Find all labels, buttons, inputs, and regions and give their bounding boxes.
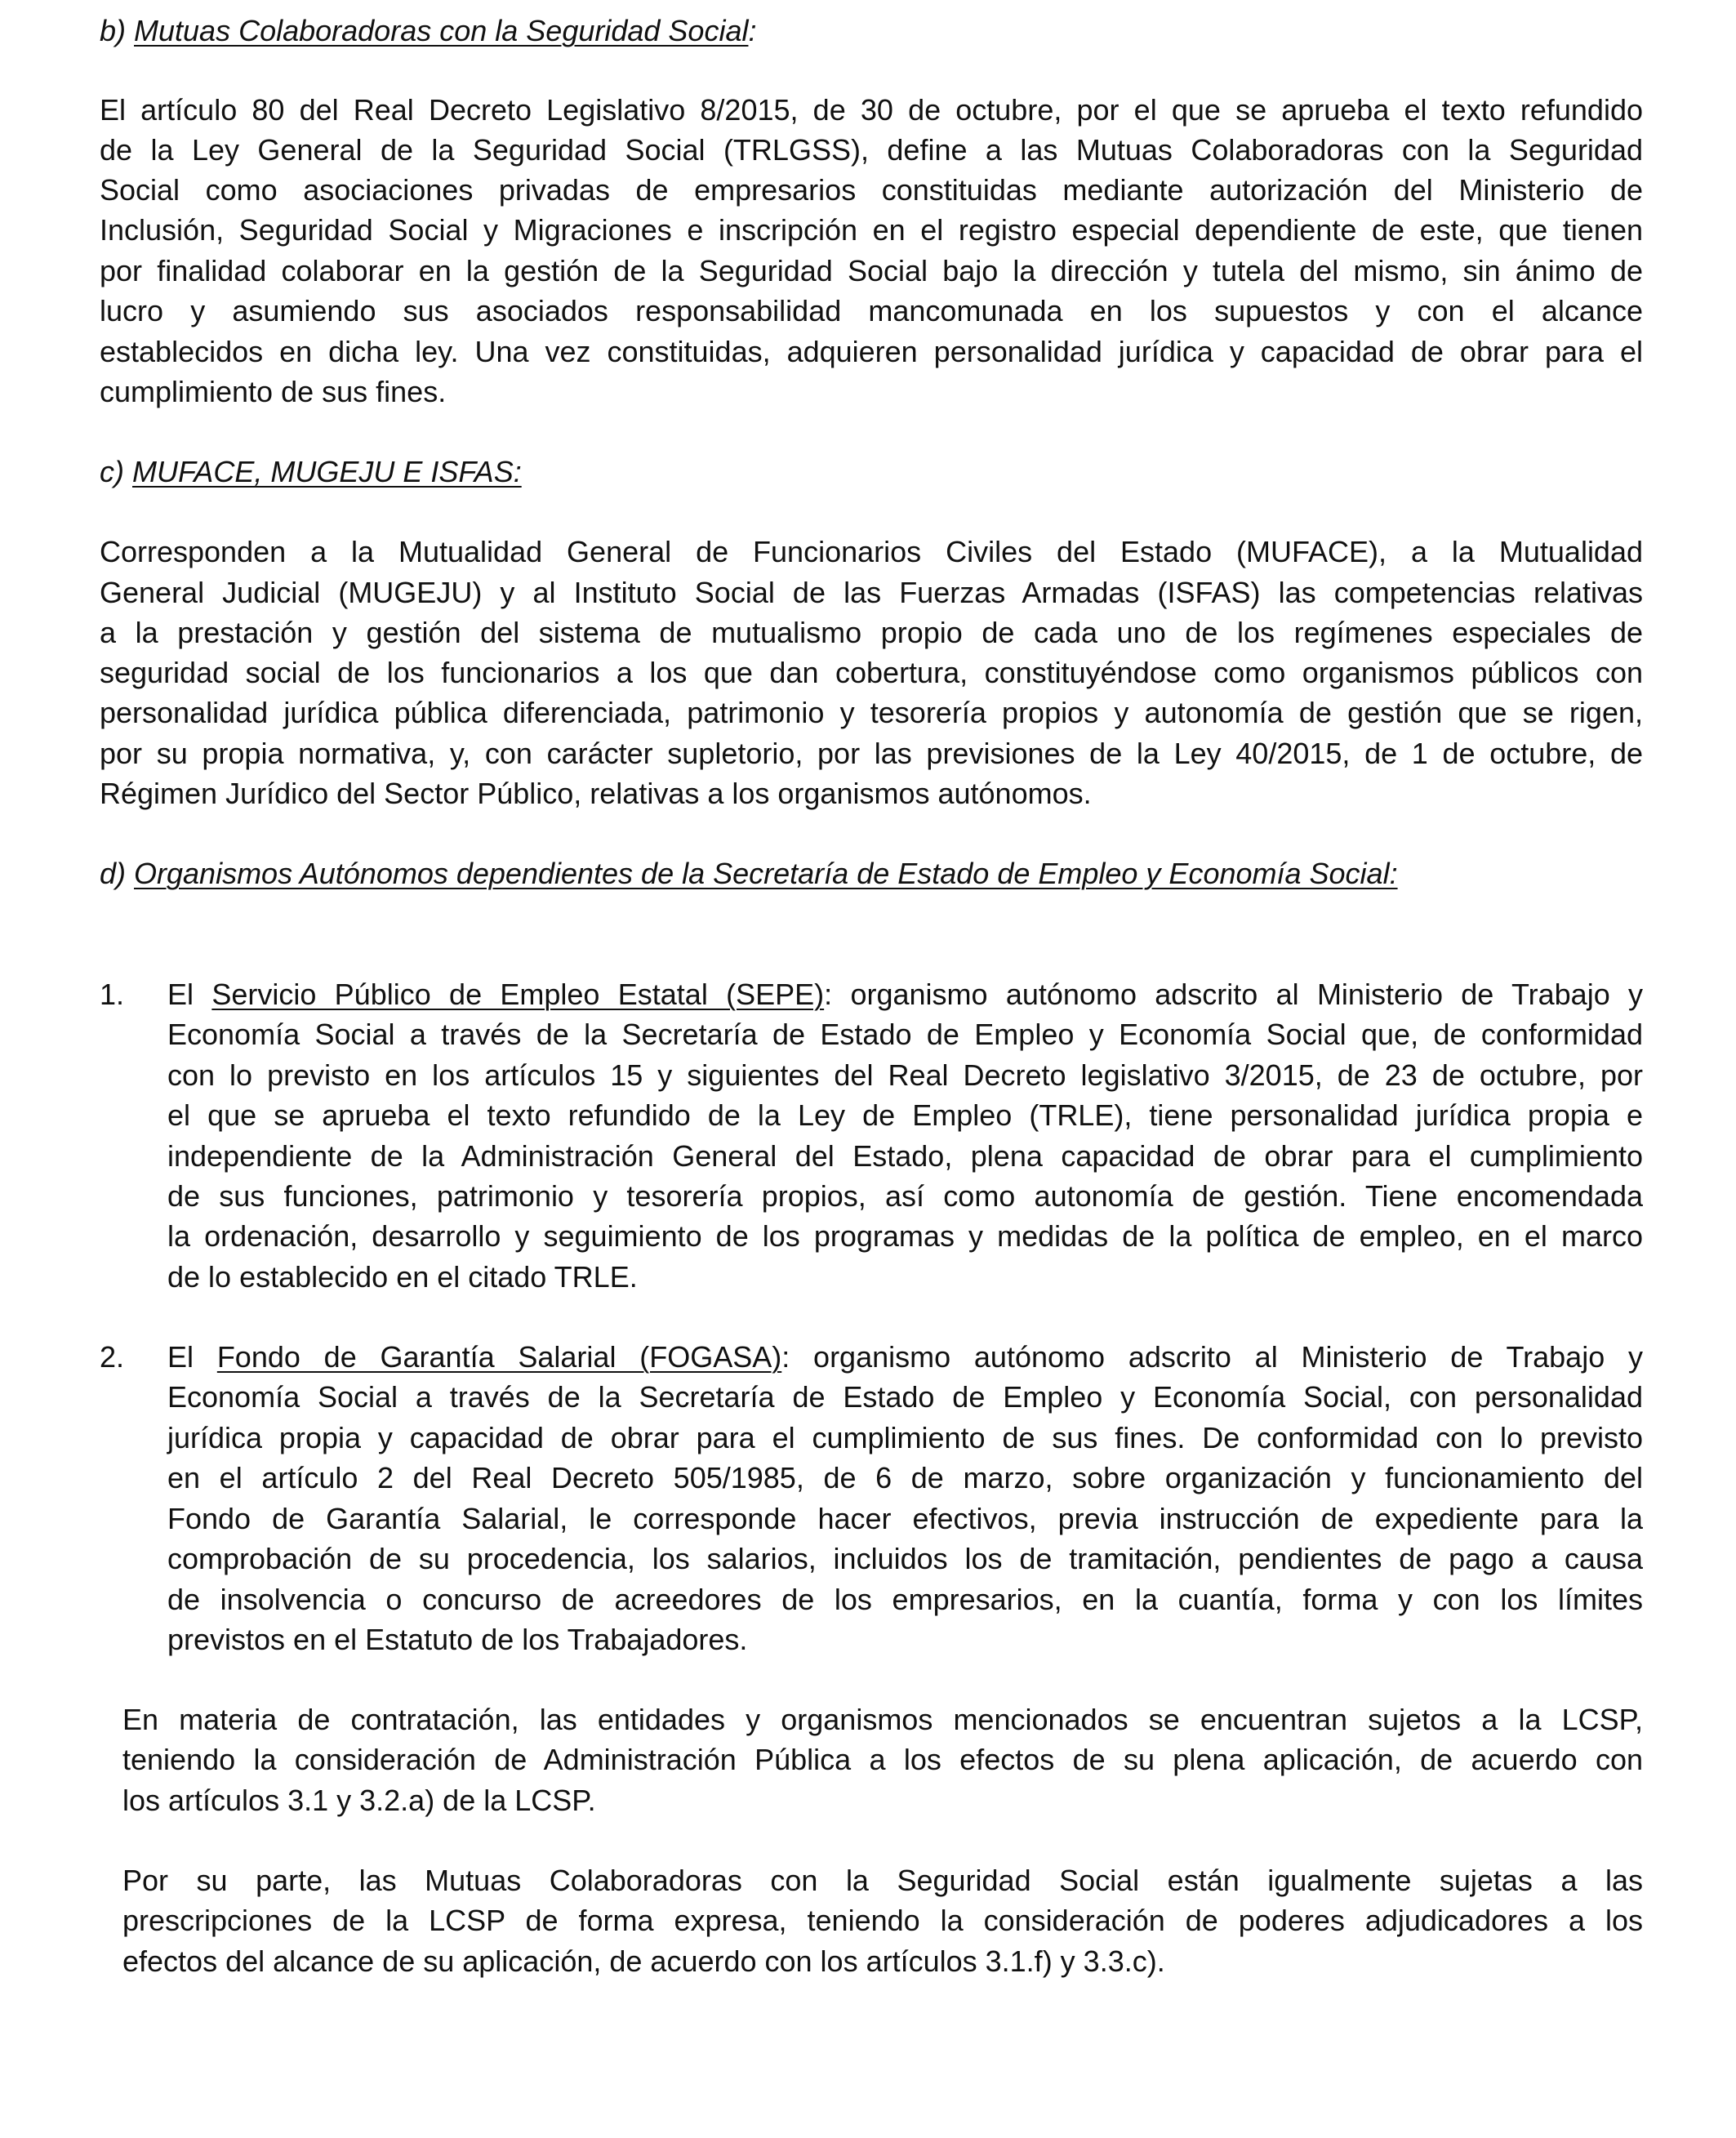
list-item-first-rest: : organismo autónomo adscrito al Ministerio de Trabajo y — [781, 1340, 1644, 1374]
section-c-line: General Judicial (MUGEJU) y al Instituto Social de las Fuerzas Armadas (ISFAS) las competencias relativas — [100, 576, 1643, 609]
list-item-line: en el artículo 2 del Real Decreto 505/1985, de 6 de marzo, sobre organización y funcionamiento del — [167, 1461, 1643, 1494]
list-item-name: Servicio Público de Empleo Estatal (SEPE) — [211, 978, 825, 1011]
closing-paragraph-1-line: los artículos 3.1 y 3.2.a) de la LCSP. — [122, 1784, 596, 1817]
closing-paragraph-1-line: teniendo la consideración de Administración Pública a los efectos de su plena aplicación, de acuerdo con — [122, 1743, 1643, 1776]
list-item-number: 2. — [100, 1340, 125, 1374]
list-item-line: Economía Social a través de la Secretaría de Estado de Empleo y Economía Social, con personalidad — [167, 1380, 1643, 1414]
list-item-line: Fondo de Garantía Salarial, le corresponde hacer efectivos, previa instrucción de expediente para la — [167, 1502, 1643, 1535]
section-b-line: cumplimiento de sus fines. — [100, 375, 447, 408]
section-c-heading — [100, 452, 1643, 492]
list-item-first-line — [167, 974, 1643, 1015]
section-c-line: Corresponden a la Mutualidad General de Funcionarios Civiles del Estado (MUFACE), a la Mutualidad — [100, 535, 1643, 568]
list-item-line: con lo previsto en los artículos 15 y siguientes del Real Decreto legislativo 3/2015, de 23 de octubre, por — [167, 1058, 1643, 1092]
section-b-prefix: b) — [100, 14, 135, 47]
list-item-lead: El — [167, 978, 212, 1011]
list-item-line: previstos en el Estatuto de los Trabajadores. — [167, 1623, 748, 1656]
section-d-title: Organismos Autónomos dependientes de la Secretaría de Estado de Empleo y Economía Social: — [134, 857, 1398, 890]
section-b-line: Inclusión, Seguridad Social y Migraciones e inscripción en el registro especial dependiente de este, que tienen — [100, 213, 1643, 247]
list-item-lead: El — [167, 1340, 217, 1374]
section-c-line: personalidad jurídica pública diferenciada, patrimonio y tesorería propios y autonomía de gestión que se rigen, — [100, 696, 1643, 729]
closing-paragraph-1-line: En materia de contratación, las entidades y organismos mencionados se encuentran sujetos a la LCSP, — [122, 1703, 1643, 1736]
section-b-line: lucro y asumiendo sus asociados responsabilidad mancomunada en los supuestos y con el alcance — [100, 294, 1643, 327]
closing-paragraph-2-line: efectos del alcance de su aplicación, de acuerdo con los artículos 3.1.f) y 3.3.c). — [122, 1944, 1165, 1978]
section-b-line: por finalidad colaborar en la gestión de la Seguridad Social bajo la dirección y tutela del mismo, sin ánimo de — [100, 254, 1643, 287]
list-item-line: independiente de la Administración General del Estado, plena capacidad de obrar para el cumplimiento — [167, 1139, 1643, 1173]
section-b-line: de la Ley General de la Seguridad Social (TRLGSS), define a las Mutuas Colaboradoras con la Seguridad — [100, 133, 1643, 167]
list-item-first-rest: : organismo autónomo adscrito al Ministerio de Trabajo y — [824, 978, 1644, 1011]
list-item-line: de lo establecido en el citado TRLE. — [167, 1260, 638, 1294]
section-b-heading — [100, 11, 1643, 51]
list-item-first-line — [167, 1337, 1643, 1378]
section-b-suffix: : — [748, 14, 757, 47]
closing-paragraph-2-line: prescripciones de la LCSP de forma expresa, teniendo la consideración de poderes adjudicadores a los — [122, 1904, 1643, 1937]
section-b-title: Mutuas Colaboradoras con la Seguridad Social — [134, 14, 749, 47]
list-item-line: el que se aprueba el texto refundido de la Ley de Empleo (TRLE), tiene personalidad jurídica propia e — [167, 1098, 1643, 1132]
list-item-line: de sus funciones, patrimonio y tesorería propios, así como autonomía de gestión. Tiene encomendada — [167, 1179, 1643, 1213]
section-c-line: por su propia normativa, y, con carácter supletorio, por las previsiones de la Ley 40/2015, de 1 de octubre, de — [100, 737, 1643, 770]
section-c-title: MUFACE, MUGEJU E ISFAS: — [132, 455, 522, 488]
section-b-line: El artículo 80 del Real Decreto Legislativo 8/2015, de 30 de octubre, por el que se aprueba el texto refundido — [100, 93, 1643, 127]
list-item-line: de insolvencia o concurso de acreedores de los empresarios, en la cuantía, forma y con los límites — [167, 1583, 1643, 1616]
list-item-line: jurídica propia y capacidad de obrar para el cumplimiento de sus fines. De conformidad con lo previsto — [167, 1421, 1643, 1454]
section-b-line: Social como asociaciones privadas de empresarios constituidas mediante autorización del Ministerio de — [100, 173, 1643, 207]
section-c-line: Régimen Jurídico del Sector Público, relativas a los organismos autónomos. — [100, 777, 1092, 810]
list-item-line: comprobación de su procedencia, los salarios, incluidos los de tramitación, pendientes de pago a causa — [167, 1542, 1643, 1575]
section-d-prefix: d) — [100, 857, 135, 890]
list-item-line: la ordenación, desarrollo y seguimiento de los programas y medidas de la política de empleo, en el marco — [167, 1219, 1643, 1253]
section-c-prefix: c) — [100, 455, 132, 488]
list-item-name: Fondo de Garantía Salarial (FOGASA) — [216, 1340, 782, 1374]
list-item-line: Economía Social a través de la Secretaría de Estado de Empleo y Economía Social que, de conformidad — [167, 1018, 1643, 1051]
section-c-line: a la prestación y gestión del sistema de mutualismo propio de cada uno de los regímenes especiales de — [100, 616, 1643, 649]
closing-paragraph-2-line: Por su parte, las Mutuas Colaboradoras con la Seguridad Social están igualmente sujetas a las — [122, 1864, 1643, 1897]
list-item-number: 1. — [100, 978, 125, 1011]
section-c-line: seguridad social de los funcionarios a los que dan cobertura, constituyéndose como organismos públicos con — [100, 656, 1643, 689]
section-d-heading — [100, 853, 1643, 894]
section-b-line: establecidos en dicha ley. Una vez constituidas, adquieren personalidad jurídica y capacidad de obrar para el — [100, 335, 1643, 368]
